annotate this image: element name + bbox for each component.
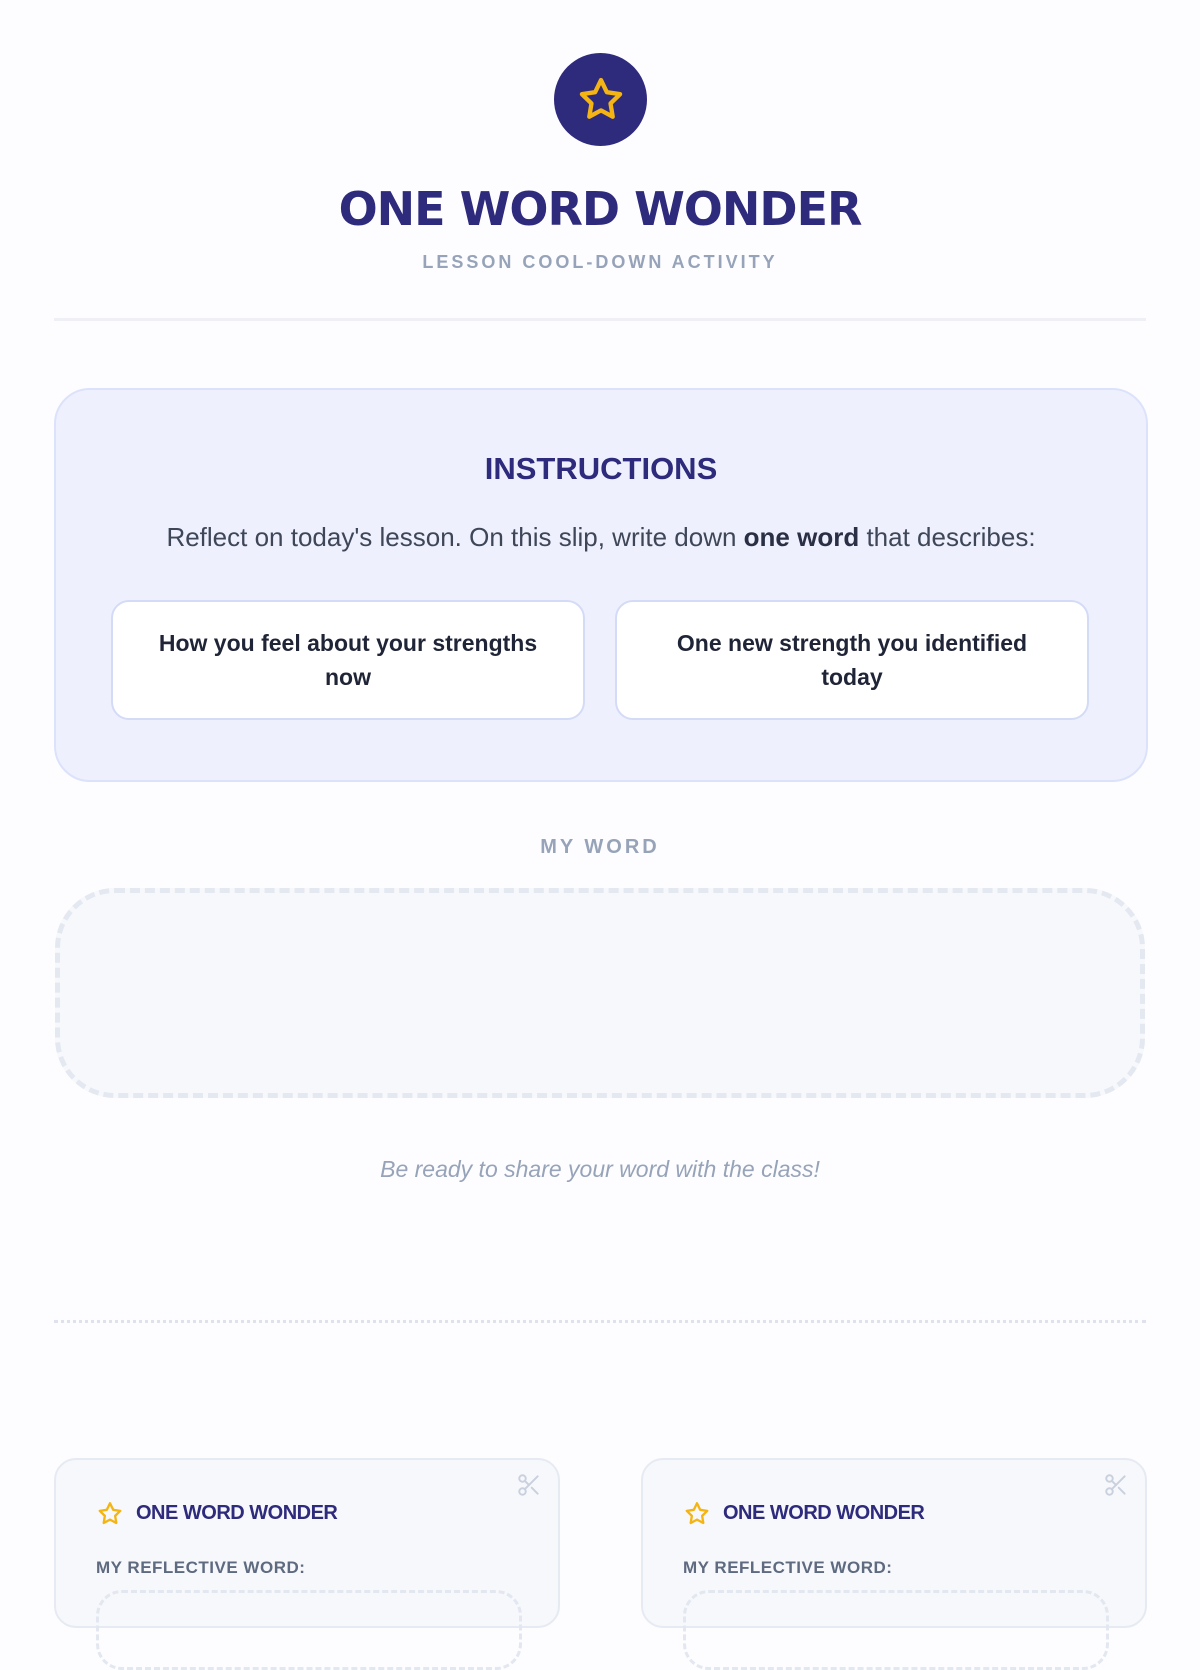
option-card-feelings: How you feel about your strengths now: [111, 600, 585, 720]
option-card-new-strength: One new strength you identified today: [615, 600, 1089, 720]
instructions-text-before: Reflect on today's lesson. On this slip, write down: [166, 522, 744, 552]
star-icon: [683, 1500, 711, 1528]
header-divider: [54, 318, 1146, 321]
slip-word-label: MY REFLECTIVE WORD:: [96, 1558, 306, 1577]
slip-word-input[interactable]: [96, 1590, 522, 1670]
instructions-panel: [54, 388, 1148, 782]
my-word-input[interactable]: [55, 888, 1145, 1098]
scissors-icon: [1103, 1472, 1129, 1498]
my-word-label: MY WORD: [540, 836, 660, 858]
logo-badge: [554, 53, 647, 146]
slip-title: ONE WORD WONDER: [136, 1502, 338, 1524]
cutout-slip: [641, 1458, 1147, 1628]
instructions-title: INSTRUCTIONS: [484, 451, 718, 486]
instructions-text-after: that describes:: [859, 522, 1036, 552]
cut-line: [54, 1320, 1146, 1323]
slip-word-input[interactable]: [683, 1590, 1109, 1670]
page-title: ONE WORD WONDER: [338, 182, 862, 236]
slip-title: ONE WORD WONDER: [723, 1502, 925, 1524]
slip-word-label: MY REFLECTIVE WORD:: [683, 1558, 893, 1577]
instructions-text-bold: one word: [743, 522, 860, 552]
share-note: Be ready to share your word with the class!: [380, 1156, 820, 1182]
star-icon: [575, 74, 627, 126]
instructions-text: [56, 522, 1146, 553]
star-icon: [96, 1500, 124, 1528]
cutout-slip: [54, 1458, 560, 1628]
page-subtitle: LESSON COOL-DOWN ACTIVITY: [422, 252, 778, 272]
scissors-icon: [516, 1472, 542, 1498]
